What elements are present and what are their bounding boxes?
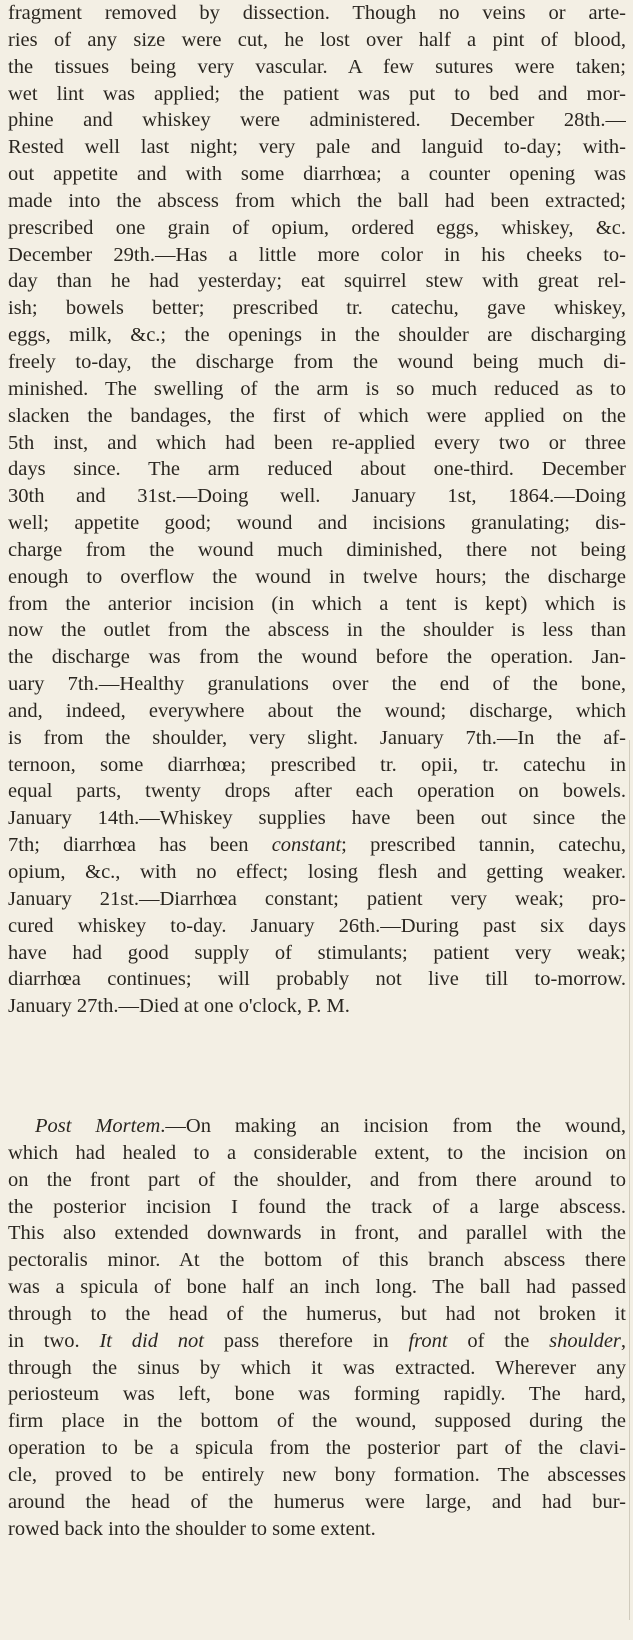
text-line: day than he had yesterday; eat squirrel stew with great rel- xyxy=(8,270,626,293)
text-line: January 14th.—Whiskey supplies have been out since the xyxy=(8,807,626,830)
text-line: in two. It did not pass therefore in front of the shoulder, xyxy=(8,1329,626,1352)
text-line: fragment removed by dissection. Though no veins or arte- xyxy=(8,2,626,24)
text-line: Post Mortem.—On making an incision from the wound, xyxy=(35,1115,626,1137)
text-line: Rested well last night; very pale and languid to-day; with- xyxy=(8,136,626,159)
text-line: wet lint was applied; the patient was put to bed and mor- xyxy=(8,82,626,105)
italic-phrase: Post Mortem xyxy=(35,1115,161,1137)
text-line: eggs, milk, &c.; the openings in the shoulder are discharging xyxy=(8,324,626,347)
text-line: ries of any size were cut, he lost over half a pint of blood, xyxy=(8,28,626,51)
text-line: opium, &c., with no effect; losing flesh and getting weaker. xyxy=(8,861,626,883)
italic-phrase: shoulder xyxy=(549,1329,621,1352)
text-line: 30th and 31st.—Doing well. January 1st, 1864.—Doing xyxy=(8,485,626,508)
text-line: enough to overflow the wound in twelve hours; the discharge xyxy=(8,565,626,588)
text-line: cle, proved to be entirely new bony formation. The abscesses xyxy=(8,1463,626,1486)
text-line: prescribed one grain of opium, ordered eggs, whiskey, &c. xyxy=(8,216,626,239)
text-line: 7th; diarrhœa has been constant; prescribed tannin, catechu, xyxy=(8,834,626,857)
text-line: is from the shoulder, very slight. January 7th.—In the af- xyxy=(8,726,626,749)
post-mortem-paragraph xyxy=(8,1113,626,1543)
italic-phrase: front xyxy=(408,1329,448,1352)
text-line: now the outlet from the abscess in the shoulder is less than xyxy=(8,619,626,642)
text-line: around the head of the humerus were large, and had bur- xyxy=(8,1490,626,1513)
text-line: out appetite and with some diarrhœa; a counter opening was xyxy=(8,163,626,186)
text-line: operation to be a spicula from the posterior part of the clavi- xyxy=(8,1437,626,1460)
text-line: on the front part of the shoulder, and from there around to xyxy=(8,1168,626,1191)
text-line: equal parts, twenty drops after each operation on bowels. xyxy=(8,780,626,803)
text-line: This also extended downwards in front, and parallel with the xyxy=(8,1222,626,1245)
text-line: January 21st.—Diarrhœa constant; patient very weak; pro- xyxy=(8,887,626,910)
text-line: January 27th.—Died at one o'clock, P. M. xyxy=(8,995,350,1018)
text-line: have had good supply of stimulants; patient very weak; xyxy=(8,941,626,964)
text-line: through the sinus by which it was extracted. Wherever any xyxy=(8,1356,626,1379)
text-line: and, indeed, everywhere about the wound; discharge, which xyxy=(8,699,626,722)
text-line: rowed back into the shoulder to some extent. xyxy=(8,1517,376,1540)
text-line: days since. The arm reduced about one-third. December xyxy=(8,458,626,481)
text-line: the discharge was from the wound before the operation. Jan- xyxy=(8,646,626,669)
text-line: the tissues being very vascular. A few sutures were taken; xyxy=(8,55,626,78)
text-line: through to the head of the humerus, but had not broken it xyxy=(8,1302,626,1325)
italic-phrase: It did not xyxy=(99,1329,204,1352)
page-edge-rule xyxy=(629,740,630,1620)
text-line: firm place in the bottom of the wound, supposed during the xyxy=(8,1410,626,1433)
text-line: made into the abscess from which the ball had been extracted; xyxy=(8,189,626,212)
text-line: well; appetite good; wound and incisions granulating; dis- xyxy=(8,512,626,535)
italic-phrase: constant xyxy=(271,834,342,857)
case-history-paragraph xyxy=(8,0,626,1020)
text-line: cured whiskey to-day. January 26th.—During past six days xyxy=(8,914,626,937)
text-line: diarrhœa continues; will probably not live till to-morrow. xyxy=(8,968,626,991)
text-line: the posterior incision I found the track of a large abscess. xyxy=(8,1195,626,1218)
text-line: pectoralis minor. At the bottom of this branch abscess there xyxy=(8,1249,626,1272)
text-line: phine and whiskey were administered. December 28th.— xyxy=(8,109,626,132)
text-line: periosteum was left, bone was forming rapidly. The hard, xyxy=(8,1383,626,1406)
text-line: which had healed to a considerable extent, to the incision on xyxy=(8,1141,626,1164)
text-line: uary 7th.—Healthy granulations over the end of the bone, xyxy=(8,673,626,696)
text-line: charge from the wound much diminished, there not being xyxy=(8,538,626,561)
text-line: from the anterior incision (in which a tent is kept) which is xyxy=(8,592,626,615)
text-line: ish; bowels better; prescribed tr. catechu, gave whiskey, xyxy=(8,297,626,320)
text-line: ternoon, some diarrhœa; prescribed tr. opii, tr. catechu in xyxy=(8,753,626,776)
text-line: slacken the bandages, the first of which were applied on the xyxy=(8,404,626,427)
text-line: was a spicula of bone half an inch long. The ball had passed xyxy=(8,1276,626,1299)
text-line: freely to-day, the discharge from the wound being much di- xyxy=(8,350,626,373)
text-line: minished. The swelling of the arm is so much reduced as to xyxy=(8,377,626,400)
text-line: 5th inst, and which had been re-applied every two or three xyxy=(8,431,626,454)
text-line: December 29th.—Has a little more color in his cheeks to- xyxy=(8,243,626,266)
